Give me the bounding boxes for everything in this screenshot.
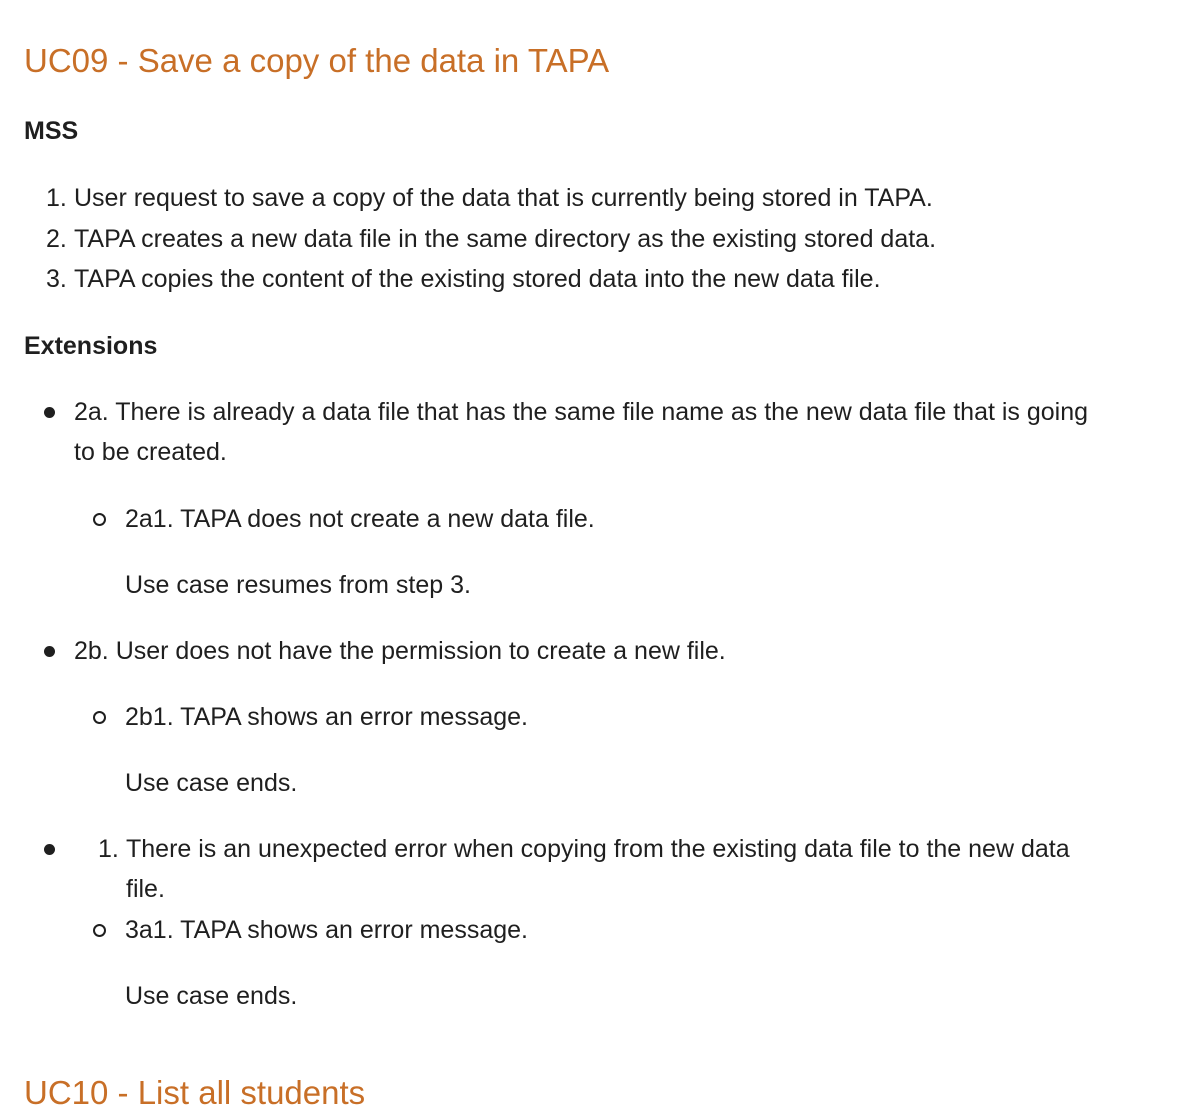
mss-step-text: TAPA copies the content of the existing stored data into the new data file.	[74, 265, 881, 293]
extension-3a-line2: file.	[126, 875, 165, 903]
extension-2a-line1: 2a. There is already a data file that has the same file name as the new data file that is going	[74, 398, 1089, 426]
extension-3a1-text: 3a1. TAPA shows an error message.	[125, 916, 528, 944]
mss-step-number: 1.	[46, 184, 67, 212]
disc-bullet-icon	[44, 646, 55, 657]
mss-label: MSS	[24, 117, 79, 145]
extension-2b-line1: 2b. User does not have the permission to create a new file.	[74, 637, 726, 665]
disc-bullet-icon	[44, 407, 55, 418]
circle-bullet-icon	[93, 711, 106, 724]
extension-3a-number: 1.	[98, 835, 119, 863]
extension-3a1-note: Use case ends.	[125, 982, 298, 1010]
mss-step-number: 2.	[46, 225, 67, 253]
extension-2b1-text: 2b1. TAPA shows an error message.	[125, 703, 528, 731]
circle-bullet-icon	[93, 513, 106, 526]
extension-2a1-text: 2a1. TAPA does not create a new data file.	[125, 505, 595, 533]
uc09-heading: UC09 - Save a copy of the data in TAPA	[24, 42, 610, 79]
disc-bullet-icon	[44, 844, 55, 855]
mss-step-text: TAPA creates a new data file in the same directory as the existing stored data.	[74, 225, 937, 253]
mss-step-number: 3.	[46, 265, 67, 293]
extensions-label: Extensions	[24, 332, 158, 360]
extension-2b1-note: Use case ends.	[125, 769, 298, 797]
extension-3a-line1: There is an unexpected error when copying from the existing data file to the new data	[126, 835, 1070, 863]
mss-step-text: User request to save a copy of the data that is currently being stored in TAPA.	[74, 184, 933, 212]
extension-2a1-note: Use case resumes from step 3.	[125, 571, 471, 599]
circle-bullet-icon	[93, 924, 106, 937]
extension-2a-line2: to be created.	[74, 438, 227, 466]
uc10-heading: UC10 - List all students	[24, 1074, 366, 1111]
